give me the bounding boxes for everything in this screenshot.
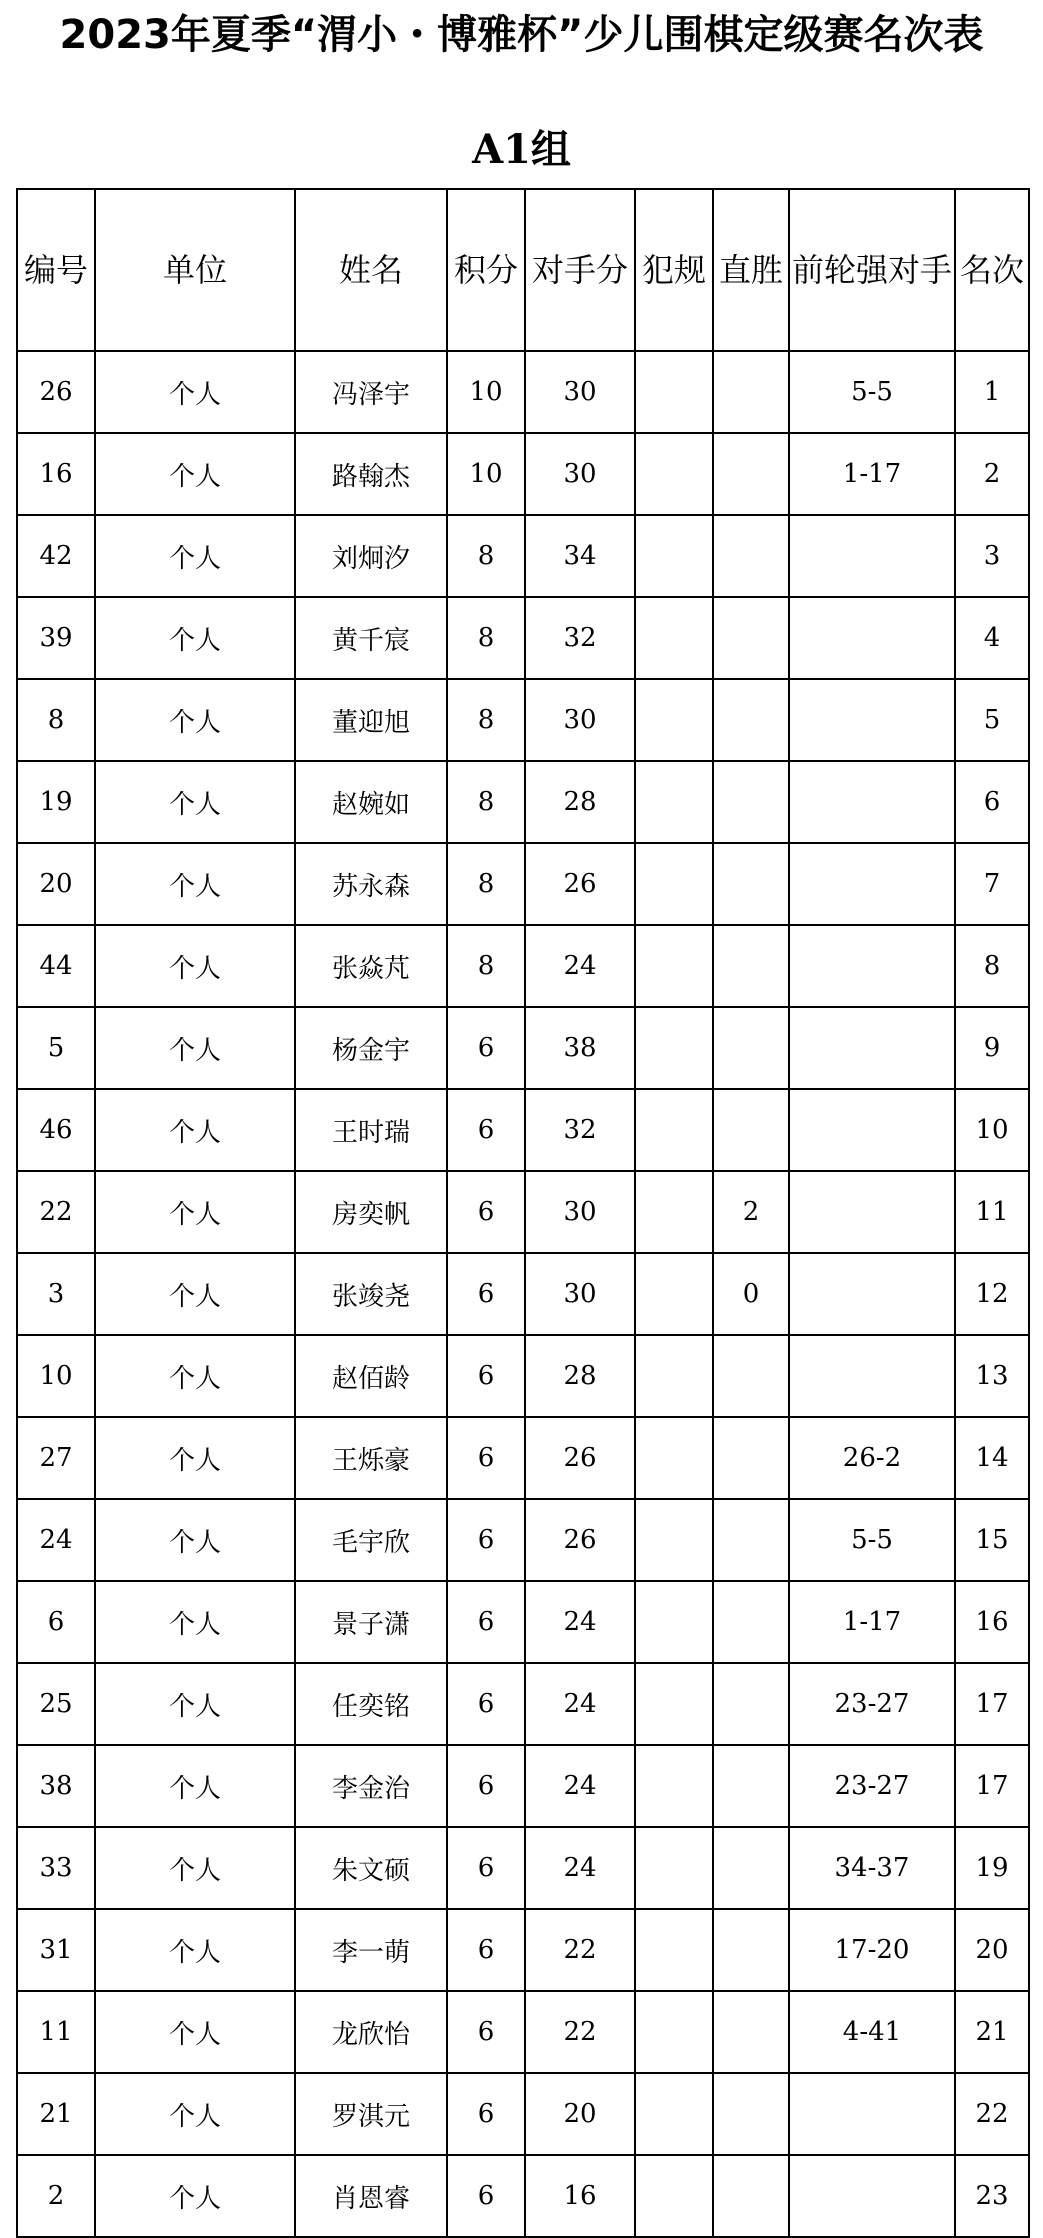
cell-points: 6	[447, 1827, 525, 1909]
cell-points: 6	[447, 2073, 525, 2155]
header-rank: 名次	[955, 189, 1029, 351]
cell-direct-win	[713, 351, 789, 433]
cell-id: 46	[17, 1089, 95, 1171]
cell-rank: 4	[955, 597, 1029, 679]
cell-opponent-score: 30	[525, 433, 635, 515]
cell-id: 19	[17, 761, 95, 843]
header-points: 积分	[447, 189, 525, 351]
cell-unit: 个人	[95, 1991, 295, 2073]
cell-prev-strong-opponent	[789, 925, 955, 1007]
cell-foul	[635, 1991, 713, 2073]
cell-foul	[635, 2073, 713, 2155]
cell-opponent-score: 28	[525, 1335, 635, 1417]
cell-rank: 20	[955, 1909, 1029, 1991]
cell-id: 10	[17, 1335, 95, 1417]
cell-points: 6	[447, 1089, 525, 1171]
cell-rank: 23	[955, 2155, 1029, 2237]
cell-id: 25	[17, 1663, 95, 1745]
cell-name: 肖恩睿	[295, 2155, 447, 2237]
cell-name: 王时瑞	[295, 1089, 447, 1171]
cell-name: 赵婉如	[295, 761, 447, 843]
header-direct-win: 直胜	[713, 189, 789, 351]
cell-prev-strong-opponent	[789, 1335, 955, 1417]
cell-opponent-score: 32	[525, 1089, 635, 1171]
cell-prev-strong-opponent	[789, 761, 955, 843]
cell-name: 董迎旭	[295, 679, 447, 761]
cell-opponent-score: 24	[525, 1745, 635, 1827]
cell-name: 张焱芃	[295, 925, 447, 1007]
table-body	[17, 351, 1029, 2237]
cell-points: 6	[447, 1581, 525, 1663]
cell-foul	[635, 1089, 713, 1171]
cell-prev-strong-opponent: 5-5	[789, 351, 955, 433]
cell-prev-strong-opponent	[789, 1089, 955, 1171]
header-id: 编号	[17, 189, 95, 351]
cell-points: 6	[447, 1745, 525, 1827]
cell-direct-win	[713, 761, 789, 843]
table-row	[17, 1007, 1029, 1089]
cell-id: 38	[17, 1745, 95, 1827]
cell-prev-strong-opponent: 5-5	[789, 1499, 955, 1581]
table-row	[17, 2073, 1029, 2155]
cell-opponent-score: 30	[525, 351, 635, 433]
cell-direct-win	[713, 1089, 789, 1171]
table-row	[17, 351, 1029, 433]
table-row	[17, 2155, 1029, 2237]
table-row	[17, 925, 1029, 1007]
cell-unit: 个人	[95, 1417, 295, 1499]
cell-name: 冯泽宇	[295, 351, 447, 433]
table-row	[17, 1335, 1029, 1417]
cell-id: 16	[17, 433, 95, 515]
cell-foul	[635, 597, 713, 679]
table-row	[17, 1499, 1029, 1581]
cell-prev-strong-opponent: 1-17	[789, 433, 955, 515]
table-row	[17, 843, 1029, 925]
cell-unit: 个人	[95, 1335, 295, 1417]
table-row	[17, 597, 1029, 679]
cell-foul	[635, 1417, 713, 1499]
group-label: A1组	[472, 126, 571, 173]
cell-rank: 21	[955, 1991, 1029, 2073]
cell-direct-win	[713, 515, 789, 597]
cell-direct-win: 0	[713, 1253, 789, 1335]
cell-foul	[635, 1253, 713, 1335]
cell-id: 2	[17, 2155, 95, 2237]
cell-id: 26	[17, 351, 95, 433]
cell-direct-win	[713, 1581, 789, 1663]
cell-direct-win	[713, 843, 789, 925]
cell-direct-win	[713, 1991, 789, 2073]
table-row	[17, 679, 1029, 761]
cell-rank: 12	[955, 1253, 1029, 1335]
cell-foul	[635, 351, 713, 433]
cell-points: 6	[447, 1171, 525, 1253]
table-row	[17, 1745, 1029, 1827]
cell-unit: 个人	[95, 1745, 295, 1827]
cell-points: 6	[447, 1909, 525, 1991]
cell-rank: 6	[955, 761, 1029, 843]
table-row	[17, 1909, 1029, 1991]
cell-opponent-score: 16	[525, 2155, 635, 2237]
cell-unit: 个人	[95, 1663, 295, 1745]
cell-foul	[635, 1663, 713, 1745]
cell-unit: 个人	[95, 1827, 295, 1909]
cell-direct-win	[713, 1909, 789, 1991]
cell-opponent-score: 38	[525, 1007, 635, 1089]
cell-opponent-score: 24	[525, 1581, 635, 1663]
cell-opponent-score: 30	[525, 1253, 635, 1335]
cell-rank: 11	[955, 1171, 1029, 1253]
cell-name: 刘炯汐	[295, 515, 447, 597]
cell-points: 8	[447, 515, 525, 597]
cell-unit: 个人	[95, 1253, 295, 1335]
cell-foul	[635, 679, 713, 761]
cell-prev-strong-opponent: 26-2	[789, 1417, 955, 1499]
cell-rank: 19	[955, 1827, 1029, 1909]
cell-foul	[635, 925, 713, 1007]
cell-points: 8	[447, 761, 525, 843]
table-row	[17, 1581, 1029, 1663]
cell-unit: 个人	[95, 515, 295, 597]
cell-foul	[635, 2155, 713, 2237]
cell-points: 8	[447, 925, 525, 1007]
cell-id: 39	[17, 597, 95, 679]
cell-unit: 个人	[95, 843, 295, 925]
cell-name: 罗淇元	[295, 2073, 447, 2155]
table-row	[17, 1991, 1029, 2073]
table-row	[17, 515, 1029, 597]
cell-rank: 10	[955, 1089, 1029, 1171]
cell-rank: 22	[955, 2073, 1029, 2155]
cell-name: 张竣尧	[295, 1253, 447, 1335]
cell-points: 10	[447, 351, 525, 433]
header-name: 姓名	[295, 189, 447, 351]
table-row	[17, 433, 1029, 515]
cell-prev-strong-opponent: 34-37	[789, 1827, 955, 1909]
cell-rank: 16	[955, 1581, 1029, 1663]
table-row	[17, 1827, 1029, 1909]
cell-opponent-score: 28	[525, 761, 635, 843]
cell-foul	[635, 1335, 713, 1417]
cell-prev-strong-opponent: 4-41	[789, 1991, 955, 2073]
cell-points: 6	[447, 1499, 525, 1581]
table-row	[17, 761, 1029, 843]
table-header-row	[17, 189, 1029, 351]
cell-opponent-score: 32	[525, 597, 635, 679]
cell-unit: 个人	[95, 761, 295, 843]
cell-opponent-score: 30	[525, 1171, 635, 1253]
cell-id: 22	[17, 1171, 95, 1253]
cell-opponent-score: 22	[525, 1909, 635, 1991]
cell-foul	[635, 1827, 713, 1909]
cell-direct-win	[713, 1335, 789, 1417]
cell-rank: 3	[955, 515, 1029, 597]
cell-prev-strong-opponent	[789, 597, 955, 679]
cell-name: 王烁豪	[295, 1417, 447, 1499]
cell-name: 房奕帆	[295, 1171, 447, 1253]
cell-opponent-score: 24	[525, 925, 635, 1007]
cell-direct-win	[713, 1745, 789, 1827]
cell-unit: 个人	[95, 351, 295, 433]
cell-name: 毛宇欣	[295, 1499, 447, 1581]
cell-name: 朱文硕	[295, 1827, 447, 1909]
table-row	[17, 1171, 1029, 1253]
cell-unit: 个人	[95, 2155, 295, 2237]
cell-id: 24	[17, 1499, 95, 1581]
cell-direct-win	[713, 433, 789, 515]
cell-unit: 个人	[95, 1171, 295, 1253]
table-row	[17, 1417, 1029, 1499]
cell-points: 8	[447, 597, 525, 679]
header-prev-strong-opponent: 前轮强对手	[789, 189, 955, 351]
cell-foul	[635, 1007, 713, 1089]
cell-direct-win	[713, 2073, 789, 2155]
cell-name: 黄千宸	[295, 597, 447, 679]
cell-direct-win	[713, 1007, 789, 1089]
cell-prev-strong-opponent	[789, 679, 955, 761]
cell-prev-strong-opponent	[789, 2073, 955, 2155]
cell-points: 6	[447, 1335, 525, 1417]
cell-opponent-score: 24	[525, 1663, 635, 1745]
cell-name: 杨金宇	[295, 1007, 447, 1089]
cell-points: 6	[447, 1007, 525, 1089]
cell-points: 6	[447, 1253, 525, 1335]
cell-id: 20	[17, 843, 95, 925]
cell-opponent-score: 26	[525, 843, 635, 925]
cell-points: 6	[447, 1991, 525, 2073]
table-row	[17, 1253, 1029, 1335]
cell-name: 景子潇	[295, 1581, 447, 1663]
cell-name: 李金治	[295, 1745, 447, 1827]
cell-rank: 5	[955, 679, 1029, 761]
cell-opponent-score: 26	[525, 1417, 635, 1499]
cell-unit: 个人	[95, 1909, 295, 1991]
cell-name: 赵佰龄	[295, 1335, 447, 1417]
cell-id: 27	[17, 1417, 95, 1499]
cell-points: 8	[447, 843, 525, 925]
cell-opponent-score: 34	[525, 515, 635, 597]
cell-direct-win	[713, 1827, 789, 1909]
cell-direct-win	[713, 679, 789, 761]
cell-id: 8	[17, 679, 95, 761]
cell-direct-win	[713, 597, 789, 679]
table-row	[17, 1089, 1029, 1171]
cell-foul	[635, 515, 713, 597]
cell-id: 3	[17, 1253, 95, 1335]
cell-foul	[635, 843, 713, 925]
cell-unit: 个人	[95, 1499, 295, 1581]
cell-unit: 个人	[95, 679, 295, 761]
cell-rank: 15	[955, 1499, 1029, 1581]
cell-rank: 9	[955, 1007, 1029, 1089]
cell-unit: 个人	[95, 1007, 295, 1089]
cell-foul	[635, 1909, 713, 1991]
cell-rank: 8	[955, 925, 1029, 1007]
cell-unit: 个人	[95, 2073, 295, 2155]
cell-name: 任奕铭	[295, 1663, 447, 1745]
cell-unit: 个人	[95, 1089, 295, 1171]
cell-prev-strong-opponent	[789, 1253, 955, 1335]
cell-id: 11	[17, 1991, 95, 2073]
cell-direct-win: 2	[713, 1171, 789, 1253]
cell-points: 6	[447, 1663, 525, 1745]
ranking-table	[16, 188, 1030, 2238]
cell-prev-strong-opponent	[789, 1171, 955, 1253]
cell-rank: 2	[955, 433, 1029, 515]
cell-name: 李一萌	[295, 1909, 447, 1991]
table-row	[17, 1663, 1029, 1745]
cell-name: 路翰杰	[295, 433, 447, 515]
header-foul: 犯规	[635, 189, 713, 351]
cell-direct-win	[713, 1499, 789, 1581]
cell-foul	[635, 1581, 713, 1663]
cell-rank: 17	[955, 1663, 1029, 1745]
cell-points: 6	[447, 2155, 525, 2237]
cell-opponent-score: 30	[525, 679, 635, 761]
cell-name: 龙欣怡	[295, 1991, 447, 2073]
cell-id: 5	[17, 1007, 95, 1089]
cell-id: 6	[17, 1581, 95, 1663]
cell-prev-strong-opponent	[789, 515, 955, 597]
cell-rank: 13	[955, 1335, 1029, 1417]
cell-direct-win	[713, 925, 789, 1007]
cell-prev-strong-opponent: 17-20	[789, 1909, 955, 1991]
cell-direct-win	[713, 1417, 789, 1499]
cell-direct-win	[713, 1663, 789, 1745]
cell-unit: 个人	[95, 925, 295, 1007]
cell-prev-strong-opponent	[789, 1007, 955, 1089]
header-opponent-score: 对手分	[525, 189, 635, 351]
cell-points: 8	[447, 679, 525, 761]
cell-unit: 个人	[95, 1581, 295, 1663]
cell-id: 33	[17, 1827, 95, 1909]
cell-foul	[635, 761, 713, 843]
cell-foul	[635, 1171, 713, 1253]
cell-points: 6	[447, 1417, 525, 1499]
cell-rank: 1	[955, 351, 1029, 433]
cell-opponent-score: 20	[525, 2073, 635, 2155]
cell-prev-strong-opponent: 1-17	[789, 1581, 955, 1663]
cell-id: 44	[17, 925, 95, 1007]
cell-foul	[635, 433, 713, 515]
cell-prev-strong-opponent: 23-27	[789, 1745, 955, 1827]
cell-prev-strong-opponent	[789, 843, 955, 925]
cell-rank: 7	[955, 843, 1029, 925]
cell-points: 10	[447, 433, 525, 515]
cell-rank: 17	[955, 1745, 1029, 1827]
cell-id: 42	[17, 515, 95, 597]
cell-unit: 个人	[95, 433, 295, 515]
cell-id: 31	[17, 1909, 95, 1991]
header-unit: 单位	[95, 189, 295, 351]
cell-prev-strong-opponent	[789, 2155, 955, 2237]
page-title: 2023年夏季“渭小・博雅杯”少儿围棋定级赛名次表	[59, 12, 984, 58]
cell-foul	[635, 1499, 713, 1581]
cell-rank: 14	[955, 1417, 1029, 1499]
cell-opponent-score: 26	[525, 1499, 635, 1581]
cell-opponent-score: 24	[525, 1827, 635, 1909]
cell-foul	[635, 1745, 713, 1827]
cell-direct-win	[713, 2155, 789, 2237]
cell-id: 21	[17, 2073, 95, 2155]
cell-prev-strong-opponent: 23-27	[789, 1663, 955, 1745]
cell-name: 苏永森	[295, 843, 447, 925]
cell-opponent-score: 22	[525, 1991, 635, 2073]
cell-unit: 个人	[95, 597, 295, 679]
